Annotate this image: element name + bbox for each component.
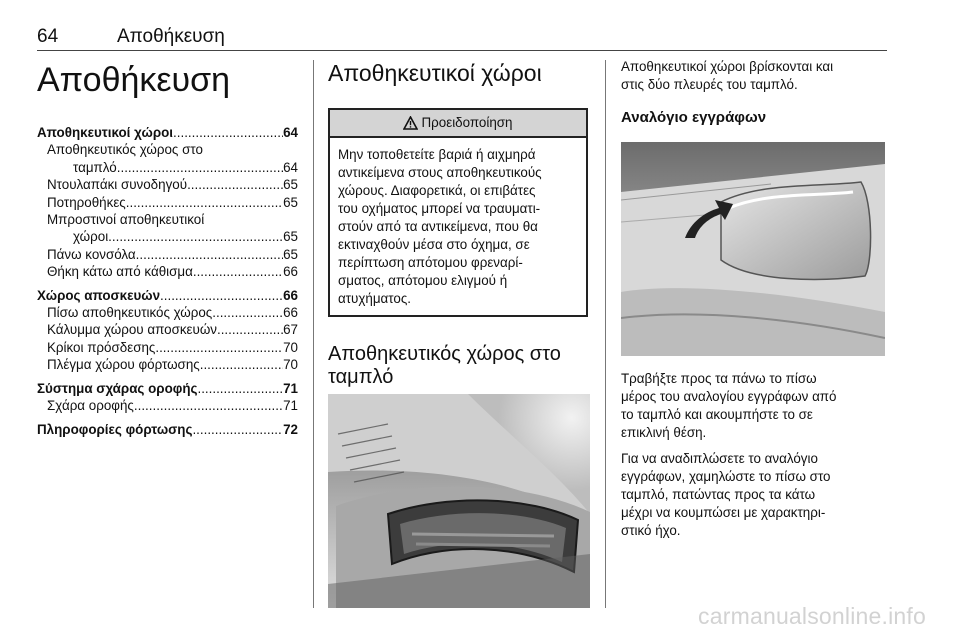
toc-entry-label: Ποτηροθήκες [47, 194, 126, 210]
toc-leader-dots [197, 380, 283, 397]
text-line: αντικείμενα στους αποθηκευτικούς [338, 165, 542, 180]
subsection-title [328, 343, 590, 389]
dashboard-storage-figure [328, 394, 590, 608]
toc-entry[interactable] [37, 263, 298, 280]
text-line: στικό ήχο. [621, 523, 681, 538]
text-line: στις δύο πλευρές του ταμπλό. [621, 77, 798, 92]
toc-entry-label: Πίσω αποθηκευτικός χώρος [47, 305, 213, 321]
toc-entry-page: 65 [283, 246, 298, 262]
text-line: χώρους. Διαφορετικά, οι επιβάτες [338, 183, 536, 198]
toc-entry[interactable] [37, 228, 298, 245]
header-rule [37, 50, 887, 51]
section-title: Αποθηκευτικοί χώροι [328, 60, 542, 86]
text-line: του οχήματος μπορεί να τραυματι- [338, 201, 541, 216]
text-line: Μην τοποθετείτε βαριά ή αιχμηρά [338, 147, 536, 162]
document-holder-column [621, 58, 886, 538]
text-line: Αποθηκευτικός χώρος στο [328, 343, 561, 365]
toc-entry-page: 71 [283, 380, 298, 396]
toc-entry-label: Σχάρα οροφής [47, 398, 134, 414]
text-line: μέχρι να κουμπώσει με χαρακτηρι- [621, 505, 826, 520]
toc-leader-dots [200, 356, 283, 373]
text-line: Τραβήξτε προς τα πάνω το πίσω [621, 371, 817, 386]
text-line: εγγράφων, χαμηλώστε το πίσω στο [621, 469, 831, 484]
chapter-title: Αποθήκευση [37, 61, 231, 99]
column-divider-2 [605, 60, 606, 608]
toc-entry-page: 65 [283, 194, 298, 210]
toc-leader-dots [217, 321, 283, 338]
toc-leader-dots [212, 304, 283, 321]
toc-entry-label: Χώρος αποσκευών [37, 287, 161, 303]
toc-entry-page: 64 [283, 159, 298, 175]
column-divider-1 [313, 60, 314, 608]
toc-entry[interactable] [37, 124, 298, 141]
intro-text [621, 58, 886, 94]
toc-entry-label: ταμπλό [73, 159, 117, 175]
toc-entry-label: Θήκη κάτω από κάθισμα [47, 264, 193, 280]
toc-leader-dots [173, 124, 283, 141]
toc-entry[interactable] [37, 176, 298, 193]
toc-entry-label: Πλέγμα χώρου φόρτωσης [47, 357, 200, 373]
toc-entry[interactable] [37, 141, 298, 158]
toc-entry[interactable] [37, 304, 298, 321]
toc-entry[interactable] [37, 211, 298, 228]
running-chapter-title: Αποθήκευση [117, 26, 225, 47]
toc-entry-label: Κρίκοι πρόσδεσης [47, 339, 156, 355]
text-line: περίπτωση απότομου φρεναρί- [338, 255, 523, 270]
text-line: μέρος του αναλογίου εγγράφων από [621, 389, 837, 404]
text-line: το ταμπλό και ακουμπήστε το σε [621, 407, 813, 422]
toc-entry-label: Ντουλαπάκι συνοδηγού [47, 177, 188, 193]
toc-entry-label: Αποθηκευτικός χώρος στο [47, 142, 203, 158]
toc-entry-label: Μπροστινοί αποθηκευτικοί [47, 212, 205, 228]
raise-instruction [621, 370, 886, 442]
text-line: εκτιναχθούν μέσα στο όχημα, σε [338, 237, 530, 252]
text-line: ταμπλό [328, 366, 394, 388]
toc-entry[interactable] [37, 397, 298, 414]
toc-entry-page: 64 [283, 125, 298, 140]
text-line: επικλινή θέση. [621, 425, 707, 440]
toc-leader-dots [134, 397, 283, 414]
toc-entry-page: 66 [283, 264, 298, 280]
toc-entry-label: χώροι [73, 229, 109, 245]
toc-entry-label: Πληροφορίες φόρτωσης [37, 421, 193, 437]
toc-leader-dots [126, 194, 283, 211]
toc-leader-dots [160, 287, 283, 304]
toc-entry-page: 66 [283, 305, 298, 321]
page-number: 64 [37, 26, 59, 47]
toc-leader-dots [108, 228, 283, 245]
toc-leader-dots [155, 339, 283, 356]
warning-heading-text: Προειδοποίηση [421, 115, 513, 130]
toc-entry-label: Αποθηκευτικοί χώροι [37, 125, 174, 140]
toc-entry[interactable] [37, 194, 298, 211]
watermark: carmanualsonline.info [698, 603, 926, 629]
toc-entry-page: 70 [283, 357, 298, 373]
text-line: στούν από τα αντικείμενα, που θα [338, 219, 538, 234]
toc-entry-label: Πάνω κονσόλα [47, 246, 136, 262]
toc-entry[interactable] [37, 356, 298, 373]
toc-entry-label: Κάλυμμα χώρου αποσκευών [47, 322, 217, 338]
text-line: ταμπλό, πατώντας προς τα κάτω [621, 487, 816, 502]
table-of-contents [37, 124, 298, 438]
fold-instruction [621, 450, 886, 540]
instructions-block [621, 370, 886, 548]
toc-column [37, 58, 298, 438]
toc-entry[interactable] [37, 159, 298, 176]
toc-leader-dots [193, 263, 283, 280]
toc-entry[interactable] [37, 321, 298, 338]
toc-entry[interactable] [37, 246, 298, 263]
storage-column [328, 58, 590, 389]
toc-entry-label: Σύστημα σχάρας οροφής [37, 380, 198, 396]
toc-leader-dots [136, 246, 283, 263]
warning-box [328, 108, 588, 317]
text-line: Αποθηκευτικοί χώροι βρίσκονται και [621, 59, 834, 74]
text-line: Για να αναδιπλώσετε το αναλόγιο [621, 451, 818, 466]
text-line: ατυχήματος. [338, 291, 412, 306]
toc-entry-page: 66 [283, 287, 298, 303]
toc-entry-page: 67 [283, 322, 298, 338]
toc-entry[interactable] [37, 380, 298, 397]
text-line: σματος, απότομου ελιγμού ή [338, 273, 508, 288]
toc-entry-page: 65 [283, 229, 298, 245]
toc-entry-page: 70 [283, 339, 298, 355]
toc-leader-dots [187, 176, 283, 193]
warning-text [330, 138, 586, 315]
toc-entry-page: 71 [283, 398, 298, 414]
toc-leader-dots [192, 421, 283, 438]
toc-entry[interactable] [37, 339, 298, 356]
toc-entry-page: 72 [283, 421, 298, 437]
document-holder-heading: Αναλόγιο εγγράφων [621, 109, 767, 126]
toc-entry[interactable] [37, 287, 298, 304]
toc-leader-dots [117, 159, 283, 176]
toc-entry[interactable] [37, 421, 298, 438]
toc-entry-page: 65 [283, 177, 298, 193]
warning-heading [330, 110, 586, 138]
document-holder-figure [621, 142, 885, 356]
warning-triangle-icon [403, 113, 418, 139]
